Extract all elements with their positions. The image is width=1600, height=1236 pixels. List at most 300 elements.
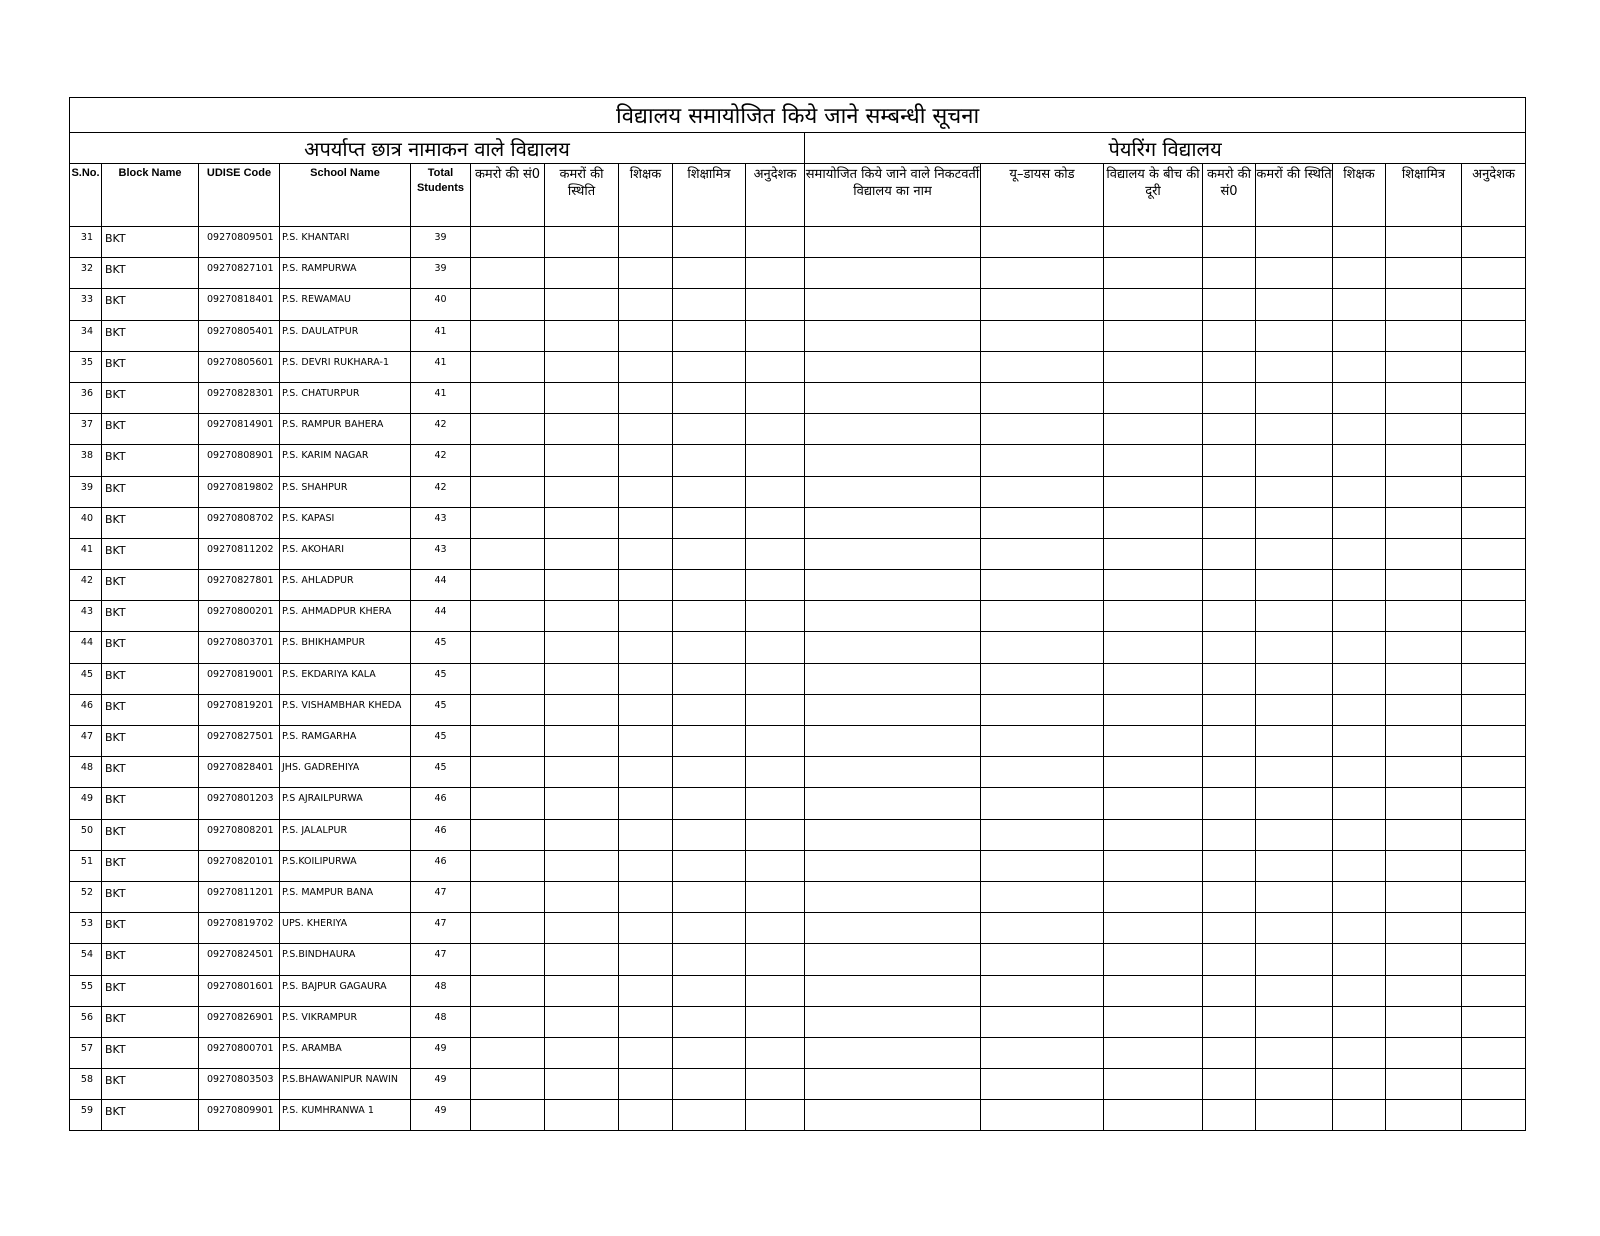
empty-cell [746, 819, 805, 850]
empty-cell [471, 227, 545, 258]
table-row [70, 382, 1526, 413]
empty-cell [981, 1069, 1104, 1100]
empty-cell [981, 476, 1104, 507]
empty-cell [1386, 632, 1462, 663]
empty-cell [1333, 757, 1386, 788]
cell-block-name: BKT [102, 944, 199, 975]
empty-cell [673, 975, 746, 1006]
empty-cell [1256, 913, 1333, 944]
empty-cell [619, 414, 673, 445]
cell-school-name: JHS. GADREHIYA [280, 757, 411, 788]
empty-cell [1256, 1006, 1333, 1037]
empty-cell [471, 881, 545, 912]
cell-udise-code: 09270819702 [199, 913, 280, 944]
empty-cell [619, 757, 673, 788]
cell-school-name: P.S.KOILIPURWA [280, 850, 411, 881]
cell-school-name: P.S. AKOHARI [280, 538, 411, 569]
empty-cell [619, 788, 673, 819]
empty-cell [619, 1037, 673, 1068]
empty-cell [981, 819, 1104, 850]
cell-sno: 35 [70, 351, 102, 382]
cell-sno: 33 [70, 289, 102, 320]
empty-cell [1333, 819, 1386, 850]
empty-cell [1462, 1069, 1526, 1100]
empty-cell [545, 570, 619, 601]
empty-cell [1333, 382, 1386, 413]
empty-cell [1333, 601, 1386, 632]
empty-cell [673, 1037, 746, 1068]
empty-cell [619, 850, 673, 881]
empty-cell [545, 414, 619, 445]
table-row [70, 1037, 1526, 1068]
cell-udise-code: 09270803503 [199, 1069, 280, 1100]
empty-cell [1333, 476, 1386, 507]
empty-cell [1386, 1006, 1462, 1037]
empty-cell [746, 663, 805, 694]
empty-cell [805, 1037, 981, 1068]
cell-udise-code: 09270811201 [199, 881, 280, 912]
empty-cell [1104, 1037, 1203, 1068]
table-row [70, 476, 1526, 507]
cell-udise-code: 09270800201 [199, 601, 280, 632]
cell-school-name: P.S. DEVRI RUKHARA-1 [280, 351, 411, 382]
empty-cell [1462, 382, 1526, 413]
empty-cell [471, 1006, 545, 1037]
table-row [70, 320, 1526, 351]
cell-total-students: 40 [411, 289, 471, 320]
empty-cell [746, 320, 805, 351]
empty-cell [673, 351, 746, 382]
empty-cell [619, 663, 673, 694]
table-row [70, 414, 1526, 445]
empty-cell [981, 1006, 1104, 1037]
cell-school-name: P.S. DAULATPUR [280, 320, 411, 351]
cell-total-students: 49 [411, 1069, 471, 1100]
empty-cell [1256, 1037, 1333, 1068]
empty-cell [1333, 445, 1386, 476]
cell-block-name: BKT [102, 258, 199, 289]
empty-cell [1386, 570, 1462, 601]
cell-sno: 51 [70, 850, 102, 881]
empty-cell [1203, 913, 1256, 944]
empty-cell [1203, 694, 1256, 725]
cell-total-students: 46 [411, 819, 471, 850]
empty-cell [1386, 320, 1462, 351]
cell-block-name: BKT [102, 1037, 199, 1068]
cell-block-name: BKT [102, 913, 199, 944]
empty-cell [1462, 632, 1526, 663]
cell-sno: 57 [70, 1037, 102, 1068]
empty-cell [1333, 632, 1386, 663]
empty-cell [1333, 1069, 1386, 1100]
empty-cell [981, 289, 1104, 320]
header-pairing-rooms-count: कमरो की सं0 [1203, 164, 1256, 227]
cell-sno: 43 [70, 601, 102, 632]
cell-block-name: BKT [102, 1069, 199, 1100]
empty-cell [746, 1100, 805, 1131]
table-row [70, 663, 1526, 694]
empty-cell [805, 538, 981, 569]
cell-school-name: P.S. KARIM NAGAR [280, 445, 411, 476]
cell-block-name: BKT [102, 1006, 199, 1037]
empty-cell [981, 850, 1104, 881]
empty-cell [471, 663, 545, 694]
cell-school-name: P.S. JALALPUR [280, 819, 411, 850]
empty-cell [1462, 913, 1526, 944]
empty-cell [545, 1100, 619, 1131]
cell-total-students: 46 [411, 788, 471, 819]
section-title-pairing-school: पेयरिंग विद्यालय [805, 133, 1526, 164]
empty-cell [545, 913, 619, 944]
empty-cell [805, 913, 981, 944]
empty-cell [1203, 414, 1256, 445]
cell-udise-code: 09270808901 [199, 445, 280, 476]
empty-cell [746, 913, 805, 944]
empty-cell [1462, 850, 1526, 881]
empty-cell [746, 382, 805, 413]
cell-sno: 59 [70, 1100, 102, 1131]
empty-cell [1333, 663, 1386, 694]
empty-cell [981, 227, 1104, 258]
cell-sno: 46 [70, 694, 102, 725]
empty-cell [1104, 788, 1203, 819]
empty-cell [981, 694, 1104, 725]
cell-sno: 41 [70, 538, 102, 569]
cell-udise-code: 09270801601 [199, 975, 280, 1006]
empty-cell [1386, 445, 1462, 476]
empty-cell [1104, 1100, 1203, 1131]
empty-cell [1333, 726, 1386, 757]
cell-sno: 49 [70, 788, 102, 819]
empty-cell [1104, 227, 1203, 258]
empty-cell [673, 881, 746, 912]
empty-cell [619, 726, 673, 757]
empty-cell [1386, 289, 1462, 320]
cell-total-students: 39 [411, 258, 471, 289]
empty-cell [746, 289, 805, 320]
cell-school-name: P.S. BHIKHAMPUR [280, 632, 411, 663]
empty-cell [471, 788, 545, 819]
empty-cell [545, 445, 619, 476]
cell-sno: 53 [70, 913, 102, 944]
cell-sno: 55 [70, 975, 102, 1006]
empty-cell [805, 227, 981, 258]
empty-cell [805, 289, 981, 320]
empty-cell [805, 1006, 981, 1037]
header-udise-code-hindi: यू–डायस कोड [981, 164, 1104, 227]
empty-cell [673, 507, 746, 538]
empty-cell [805, 351, 981, 382]
empty-cell [673, 663, 746, 694]
header-rooms-status: कमरों की स्थिति [545, 164, 619, 227]
empty-cell [673, 1006, 746, 1037]
empty-cell [1203, 320, 1256, 351]
table-row [70, 850, 1526, 881]
empty-cell [1333, 1006, 1386, 1037]
empty-cell [1256, 227, 1333, 258]
empty-cell [1333, 850, 1386, 881]
cell-udise-code: 09270805601 [199, 351, 280, 382]
empty-cell [805, 414, 981, 445]
empty-cell [1386, 663, 1462, 694]
empty-cell [471, 944, 545, 975]
empty-cell [1333, 414, 1386, 445]
cell-sno: 31 [70, 227, 102, 258]
empty-cell [1386, 788, 1462, 819]
cell-udise-code: 09270809901 [199, 1100, 280, 1131]
empty-cell [1333, 694, 1386, 725]
empty-cell [1462, 663, 1526, 694]
cell-total-students: 45 [411, 694, 471, 725]
empty-cell [545, 227, 619, 258]
table-row [70, 538, 1526, 569]
empty-cell [1333, 227, 1386, 258]
empty-cell [746, 258, 805, 289]
empty-cell [673, 944, 746, 975]
cell-sno: 56 [70, 1006, 102, 1037]
table-row [70, 819, 1526, 850]
empty-cell [471, 1037, 545, 1068]
empty-cell [1256, 757, 1333, 788]
empty-cell [545, 289, 619, 320]
empty-cell [1333, 1037, 1386, 1068]
empty-cell [1256, 726, 1333, 757]
empty-cell [673, 788, 746, 819]
empty-cell [1256, 258, 1333, 289]
empty-cell [471, 258, 545, 289]
cell-sno: 45 [70, 663, 102, 694]
cell-total-students: 49 [411, 1037, 471, 1068]
empty-cell [1203, 351, 1256, 382]
empty-cell [1386, 757, 1462, 788]
empty-cell [1256, 476, 1333, 507]
cell-sno: 52 [70, 881, 102, 912]
empty-cell [619, 476, 673, 507]
cell-school-name: P.S AJRAILPURWA [280, 788, 411, 819]
empty-cell [981, 975, 1104, 1006]
cell-block-name: BKT [102, 601, 199, 632]
table-row [70, 913, 1526, 944]
cell-total-students: 45 [411, 663, 471, 694]
empty-cell [1462, 975, 1526, 1006]
table-row [70, 227, 1526, 258]
header-teacher: शिक्षक [619, 164, 673, 227]
cell-block-name: BKT [102, 975, 199, 1006]
empty-cell [1104, 881, 1203, 912]
empty-cell [746, 694, 805, 725]
empty-cell [1104, 757, 1203, 788]
empty-cell [1462, 414, 1526, 445]
section-title-insufficient-enrolment: अपर्याप्त छात्र नामाकन वाले विद्यालय [70, 133, 805, 164]
empty-cell [545, 819, 619, 850]
empty-cell [805, 694, 981, 725]
empty-cell [1386, 601, 1462, 632]
cell-school-name: P.S. EKDARIYA KALA [280, 663, 411, 694]
cell-block-name: BKT [102, 507, 199, 538]
empty-cell [805, 258, 981, 289]
empty-cell [1462, 507, 1526, 538]
empty-cell [1333, 289, 1386, 320]
empty-cell [1462, 289, 1526, 320]
empty-cell [673, 819, 746, 850]
empty-cell [1333, 788, 1386, 819]
empty-cell [1256, 694, 1333, 725]
empty-cell [619, 632, 673, 663]
empty-cell [1462, 819, 1526, 850]
cell-sno: 40 [70, 507, 102, 538]
empty-cell [1386, 881, 1462, 912]
header-udise-code: UDISE Code [199, 164, 280, 227]
empty-cell [1104, 819, 1203, 850]
empty-cell [1104, 476, 1203, 507]
empty-cell [981, 258, 1104, 289]
empty-cell [471, 1069, 545, 1100]
cell-udise-code: 09270828301 [199, 382, 280, 413]
empty-cell [981, 414, 1104, 445]
empty-cell [471, 476, 545, 507]
empty-cell [545, 351, 619, 382]
empty-cell [1203, 1006, 1256, 1037]
cell-sno: 38 [70, 445, 102, 476]
table-row [70, 1069, 1526, 1100]
empty-cell [1386, 414, 1462, 445]
empty-cell [746, 414, 805, 445]
table-row [70, 351, 1526, 382]
empty-cell [1386, 726, 1462, 757]
empty-cell [1203, 757, 1256, 788]
empty-cell [1104, 414, 1203, 445]
cell-total-students: 45 [411, 726, 471, 757]
empty-cell [619, 1006, 673, 1037]
cell-udise-code: 09270814901 [199, 414, 280, 445]
header-pairing-anudeshak: अनुदेशक [1462, 164, 1526, 227]
cell-udise-code: 09270811202 [199, 538, 280, 569]
empty-cell [1203, 850, 1256, 881]
cell-udise-code: 09270800701 [199, 1037, 280, 1068]
empty-cell [471, 382, 545, 413]
empty-cell [981, 351, 1104, 382]
empty-cell [673, 632, 746, 663]
empty-cell [619, 507, 673, 538]
empty-cell [471, 819, 545, 850]
empty-cell [545, 850, 619, 881]
empty-cell [746, 881, 805, 912]
empty-cell [1256, 507, 1333, 538]
empty-cell [619, 538, 673, 569]
table-row [70, 694, 1526, 725]
cell-school-name: P.S. BAJPUR GAGAURA [280, 975, 411, 1006]
empty-cell [673, 726, 746, 757]
empty-cell [471, 320, 545, 351]
empty-cell [1462, 1037, 1526, 1068]
cell-school-name: P.S. MAMPUR BANA [280, 881, 411, 912]
cell-block-name: BKT [102, 850, 199, 881]
header-shikshamitra: शिक्षामित्र [673, 164, 746, 227]
cell-block-name: BKT [102, 663, 199, 694]
cell-block-name: BKT [102, 632, 199, 663]
cell-udise-code: 09270826901 [199, 1006, 280, 1037]
cell-block-name: BKT [102, 570, 199, 601]
cell-total-students: 48 [411, 1006, 471, 1037]
header-school-name: School Name [280, 164, 411, 227]
empty-cell [1203, 819, 1256, 850]
empty-cell [981, 726, 1104, 757]
header-anudeshak: अनुदेशक [746, 164, 805, 227]
empty-cell [545, 476, 619, 507]
empty-cell [1256, 788, 1333, 819]
cell-sno: 50 [70, 819, 102, 850]
cell-sno: 32 [70, 258, 102, 289]
cell-school-name: UPS. KHERIYA [280, 913, 411, 944]
table-row [70, 601, 1526, 632]
table-row [70, 445, 1526, 476]
empty-cell [619, 382, 673, 413]
empty-cell [1386, 351, 1462, 382]
empty-cell [805, 1100, 981, 1131]
empty-cell [1104, 351, 1203, 382]
cell-udise-code: 09270820101 [199, 850, 280, 881]
empty-cell [981, 538, 1104, 569]
header-nearby-school-name: समायोजित किये जाने वाले निकटवर्ती विद्यालय का नाम [805, 164, 981, 227]
cell-block-name: BKT [102, 726, 199, 757]
empty-cell [1203, 538, 1256, 569]
empty-cell [746, 944, 805, 975]
empty-cell [673, 414, 746, 445]
empty-cell [746, 476, 805, 507]
table-row [70, 975, 1526, 1006]
empty-cell [471, 850, 545, 881]
empty-cell [1256, 663, 1333, 694]
empty-cell [1203, 258, 1256, 289]
cell-total-students: 47 [411, 881, 471, 912]
empty-cell [1104, 694, 1203, 725]
empty-cell [673, 538, 746, 569]
cell-block-name: BKT [102, 757, 199, 788]
cell-total-students: 45 [411, 757, 471, 788]
empty-cell [471, 289, 545, 320]
empty-cell [471, 757, 545, 788]
empty-cell [1256, 819, 1333, 850]
cell-total-students: 41 [411, 382, 471, 413]
empty-cell [619, 944, 673, 975]
empty-cell [1104, 601, 1203, 632]
cell-sno: 37 [70, 414, 102, 445]
empty-cell [1203, 726, 1256, 757]
empty-cell [1333, 351, 1386, 382]
table-row [70, 726, 1526, 757]
cell-udise-code: 09270803701 [199, 632, 280, 663]
empty-cell [1104, 507, 1203, 538]
empty-cell [1462, 1006, 1526, 1037]
cell-total-students: 39 [411, 227, 471, 258]
empty-cell [673, 445, 746, 476]
empty-cell [1104, 944, 1203, 975]
header-block-name: Block Name [102, 164, 199, 227]
cell-school-name: P.S. REWAMAU [280, 289, 411, 320]
table-row [70, 881, 1526, 912]
empty-cell [805, 382, 981, 413]
empty-cell [1104, 382, 1203, 413]
empty-cell [673, 694, 746, 725]
empty-cell [1203, 975, 1256, 1006]
empty-cell [1256, 445, 1333, 476]
empty-cell [471, 601, 545, 632]
cell-total-students: 42 [411, 476, 471, 507]
cell-school-name: P.S. KAPASI [280, 507, 411, 538]
column-header-row [70, 164, 1526, 227]
empty-cell [805, 726, 981, 757]
empty-cell [746, 351, 805, 382]
